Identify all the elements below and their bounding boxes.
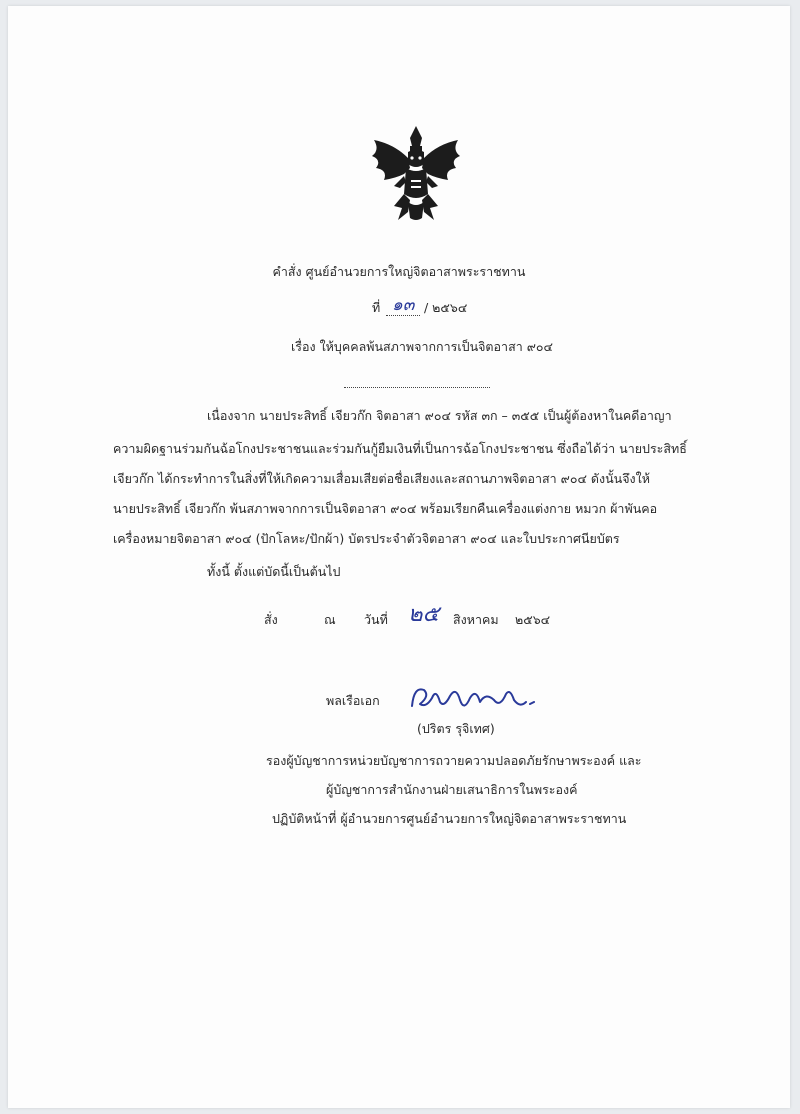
order-number: ๑๓: [392, 295, 415, 315]
document-page: [8, 6, 790, 1108]
date-year: ๒๕๖๔: [515, 612, 551, 627]
date-ordered: สั่ง: [264, 612, 278, 627]
signer-position: ปฏิบัติหน้าที่ ผู้อำนวยการศูนย์อำนวยการใหญ่จิตอาสาพระราชทาน: [272, 811, 627, 826]
handwritten-signature: [406, 678, 556, 718]
separator-line: [344, 387, 490, 388]
body-line: เนื่องจาก นายประสิทธิ์ เจียวก๊ก จิตอาสา ๙๐๔ รหัส ๓ก – ๓๕๕ เป็นผู้ต้องหาในคดีอาญา: [207, 408, 672, 423]
signer-name: (ปริตร รุจิเทศ): [417, 721, 495, 736]
order-number-suffix: / ๒๕๖๔: [424, 300, 468, 315]
signer-position: รองผู้บัญชาการหน่วยบัญชาการถวายความปลอดภัยรักษาพระองค์ และ: [266, 753, 642, 768]
signer-rank: พลเรือเอก: [326, 693, 380, 708]
effective-clause: ทั้งนี้ ตั้งแต่บัดนี้เป็นต้นไป: [207, 564, 341, 579]
date-at: ณ: [324, 612, 336, 627]
body-line: ความผิดฐานร่วมกันฉ้อโกงประชาชนและร่วมกันกู้ยืมเงินที่เป็นการฉ้อโกงประชาชน ซึ่งถือได้ว่า นายประสิทธิ์: [113, 441, 687, 456]
signer-position: ผู้บัญชาการสำนักงานฝ่ายเสนาธิการในพระองค์: [326, 782, 578, 797]
order-number-prefix: ที่: [372, 300, 381, 315]
order-subject: เรื่อง ให้บุคคลพ้นสภาพจากการเป็นจิตอาสา ๙๐๔: [291, 339, 553, 354]
body-line: นายประสิทธิ์ เจียวก๊ก พ้นสภาพจากการเป็นจิตอาสา ๙๐๔ พร้อมเรียกคืนเครื่องแต่งกาย หมวก ผ้าพันคอ: [113, 501, 658, 516]
garuda-emblem-icon: [364, 124, 468, 228]
date-day-label: วันที่: [364, 612, 388, 627]
body-line: เครื่องหมายจิตอาสา ๙๐๔ (ปักโลหะ/ปักผ้า) บัตรประจำตัวจิตอาสา ๙๐๔ และใบประกาศนียบัตร: [113, 531, 620, 546]
body-line: เจียวก๊ก ได้กระทำการในสิ่งที่ให้เกิดความเสื่อมเสียต่อชื่อเสียงและสถานภาพจิตอาสา ๙๐๔ ดังนั้นจึงให้: [113, 471, 650, 486]
date-day: ๒๕: [408, 602, 440, 627]
order-number-underline: [386, 315, 420, 316]
date-month: สิงหาคม: [453, 612, 499, 627]
order-header: คำสั่ง ศูนย์อำนวยการใหญ่จิตอาสาพระราชทาน: [272, 264, 526, 279]
